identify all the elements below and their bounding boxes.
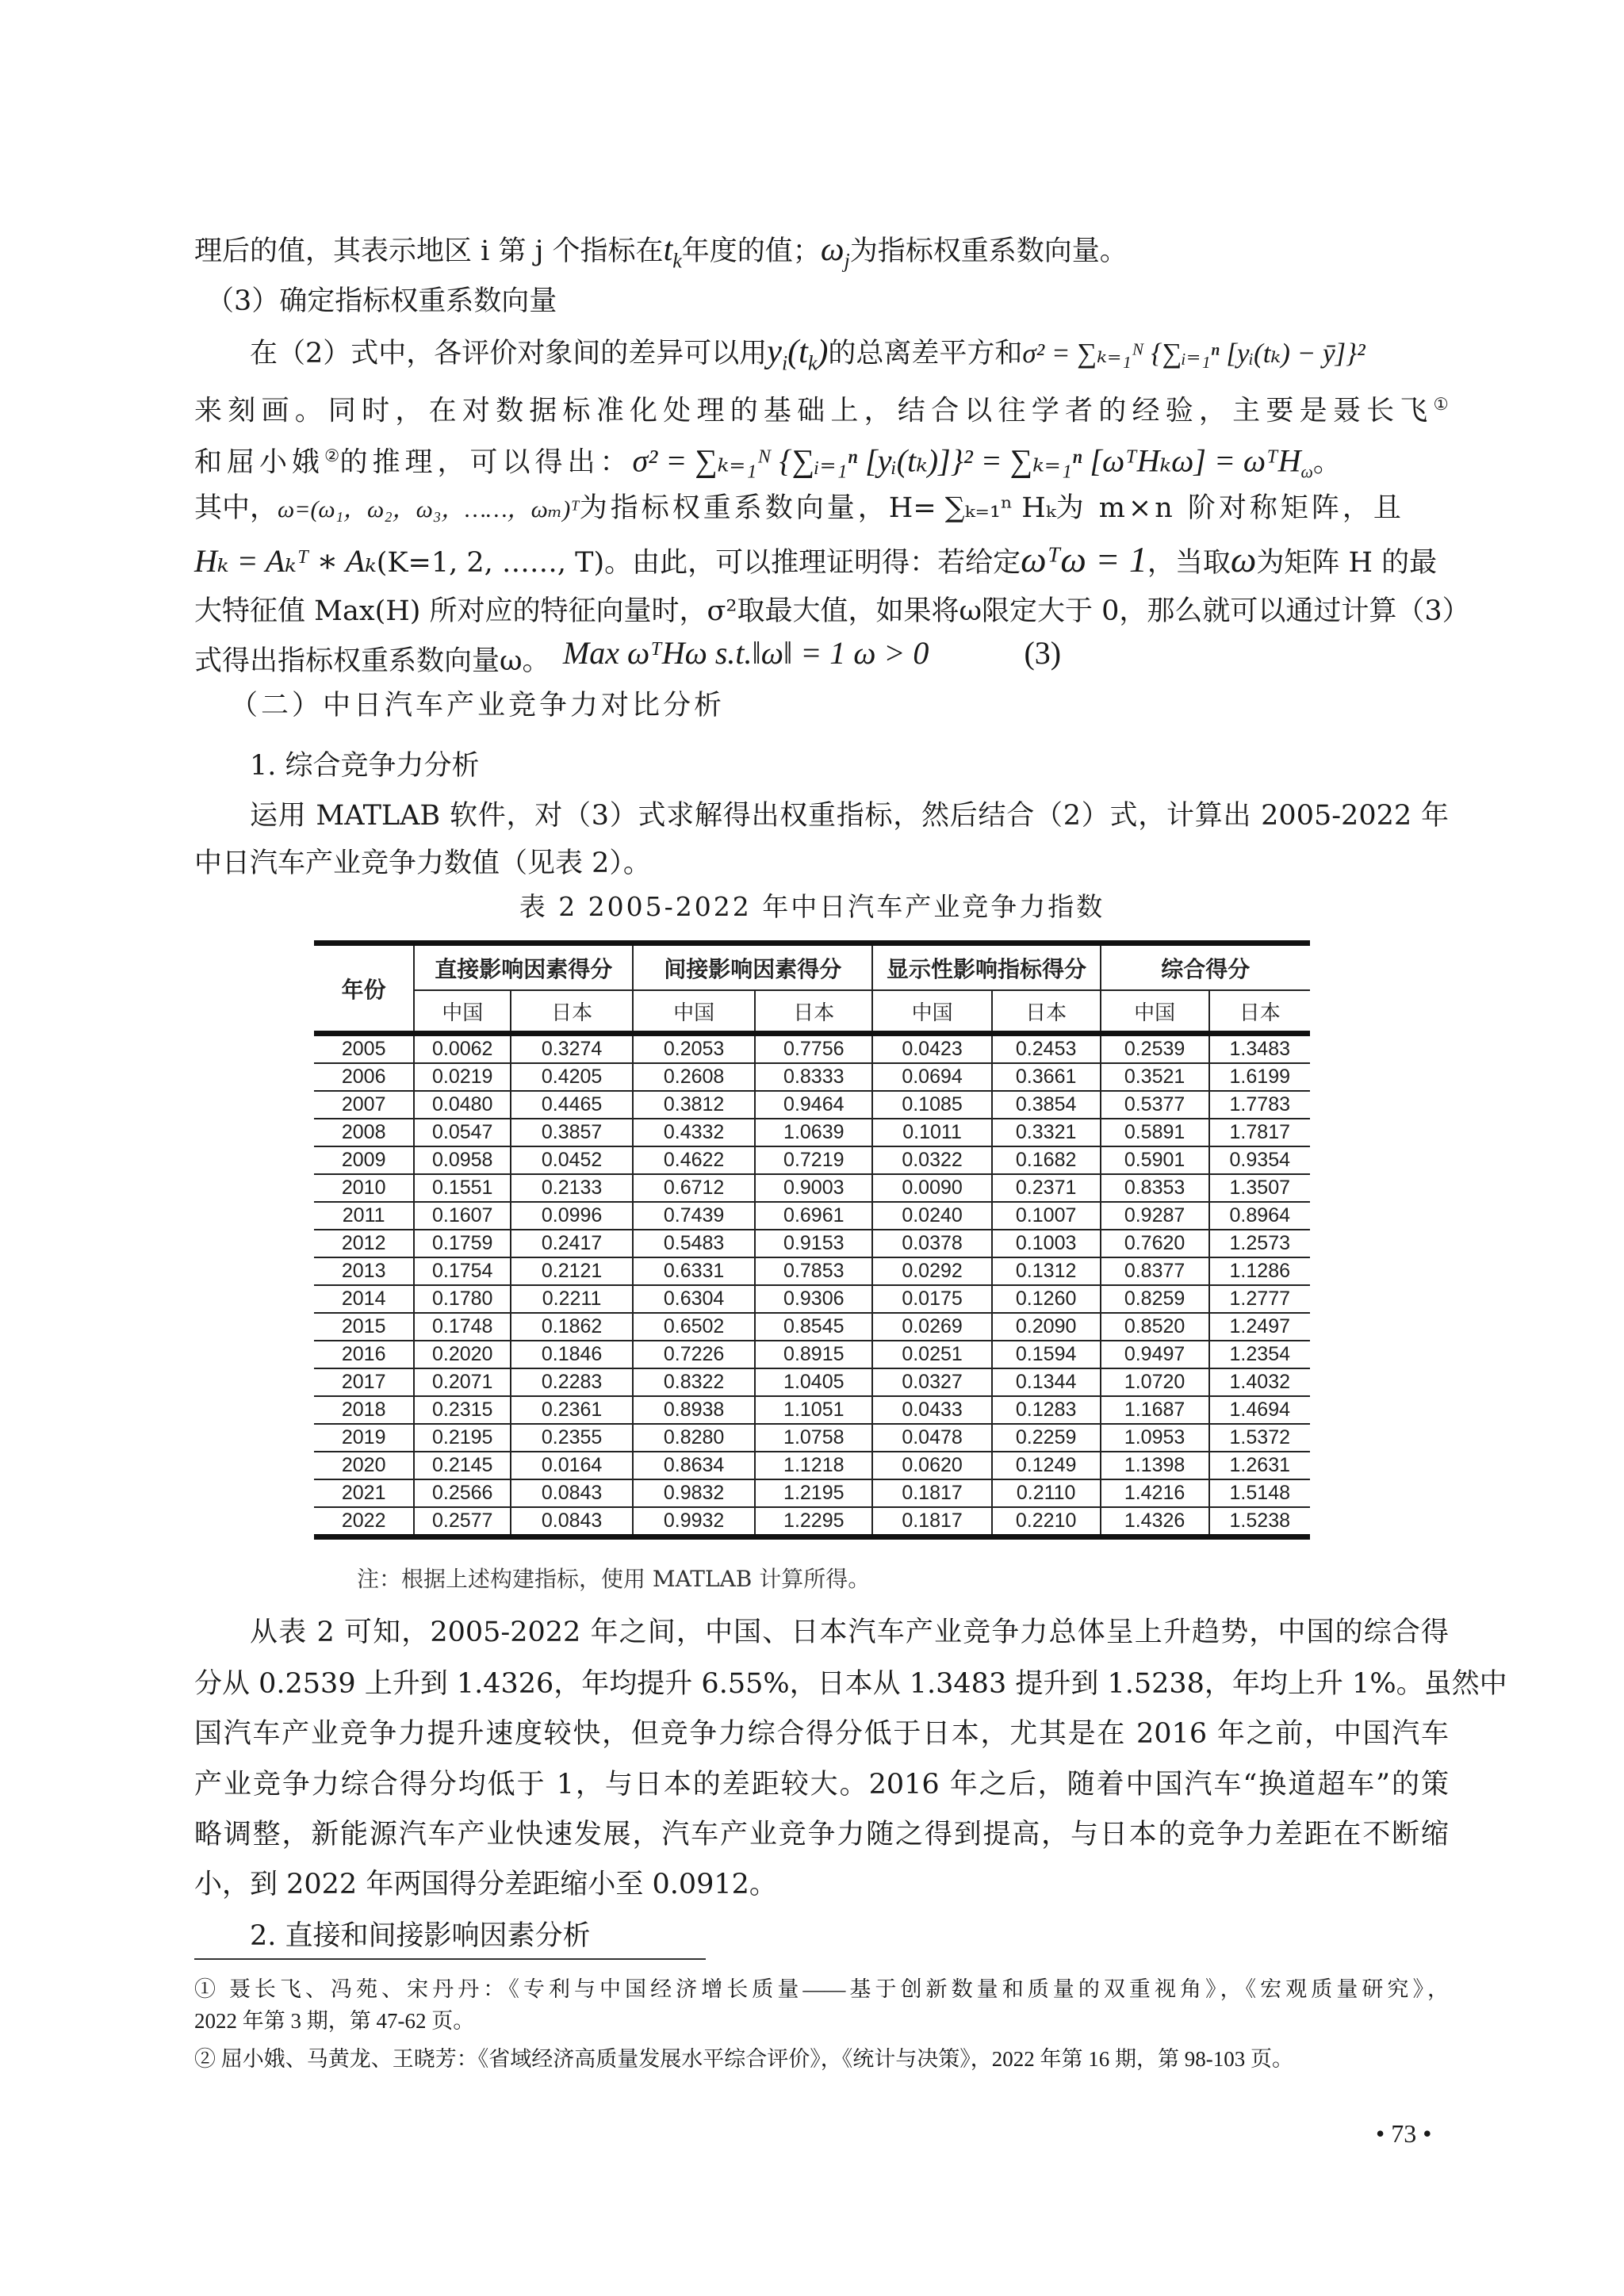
cell-value: 0.1780 <box>414 1285 511 1313</box>
cell-value: 0.0327 <box>872 1368 991 1396</box>
cell-value: 0.7756 <box>755 1034 872 1064</box>
cell-value: 0.8259 <box>1101 1285 1209 1313</box>
cell-value: 1.2573 <box>1209 1230 1310 1257</box>
cell-value: 1.5148 <box>1209 1479 1310 1507</box>
cell-value: 0.0843 <box>511 1479 633 1507</box>
cell-value: 1.1051 <box>755 1396 872 1424</box>
cell-value: 0.1085 <box>872 1091 991 1119</box>
cell-value: 0.8938 <box>633 1396 755 1424</box>
body-line: 大特征值 Max(H) 所对应的特征向量时，σ²取最大值，如果将ω限定大于 0，那么就可以通过计算（3） <box>194 595 1470 627</box>
cell-value: 0.9287 <box>1101 1202 1209 1230</box>
body-line <box>194 489 1449 529</box>
cell-year: 2006 <box>314 1063 414 1091</box>
equation-number: (3) <box>1024 635 1062 671</box>
cell-value: 0.2195 <box>414 1424 511 1452</box>
table-row <box>314 1452 1310 1479</box>
cell-value: 0.1817 <box>872 1507 991 1537</box>
cell-value: 0.9153 <box>755 1230 872 1257</box>
text-run: 和屈小娥 <box>194 446 325 479</box>
table-row <box>314 1257 1310 1285</box>
cell-value: 0.4465 <box>511 1091 633 1119</box>
text-run: 年度的值； <box>681 235 821 267</box>
subheader-japan: 日本 <box>992 990 1101 1034</box>
cell-value: 0.0175 <box>872 1285 991 1313</box>
cell-value: 0.0478 <box>872 1424 991 1452</box>
table-row <box>314 1396 1310 1424</box>
cell-value: 0.2283 <box>511 1368 633 1396</box>
cell-year: 2018 <box>314 1396 414 1424</box>
table-row <box>314 1091 1310 1119</box>
body-line: 小，到 2022 年两国得分差距缩小至 0.0912。 <box>194 1869 777 1900</box>
cell-value: 1.0405 <box>755 1368 872 1396</box>
footnote-ref[interactable]: ① <box>1433 395 1449 415</box>
cell-value: 0.2539 <box>1101 1034 1209 1064</box>
math-omega-vector: ω=(ω₁，ω₂，ω₃，……，ωₘ)ᵀ <box>278 496 580 522</box>
cell-value: 0.4622 <box>633 1146 755 1174</box>
cell-value: 0.0843 <box>511 1507 633 1537</box>
cell-value: 0.0996 <box>511 1202 633 1230</box>
cell-value: 0.7620 <box>1101 1230 1209 1257</box>
cell-value: 0.3854 <box>992 1091 1101 1119</box>
subheader-china: 中国 <box>872 990 991 1034</box>
text-run: 为 m×n 阶对称矩阵，且 <box>1055 492 1404 524</box>
cell-value: 0.9497 <box>1101 1341 1209 1368</box>
cell-value: 1.0639 <box>755 1119 872 1146</box>
cell-value: 0.0378 <box>872 1230 991 1257</box>
cell-value: 0.2020 <box>414 1341 511 1368</box>
cell-value: 0.2355 <box>511 1424 633 1452</box>
text-run: 为指标权重系数向量， <box>579 492 889 524</box>
cell-value: 0.0694 <box>872 1063 991 1091</box>
cell-value: 0.0423 <box>872 1034 991 1064</box>
cell-value: 0.1007 <box>992 1202 1101 1230</box>
cell-value: 0.2121 <box>511 1257 633 1285</box>
table-row <box>314 1424 1310 1452</box>
table-row <box>314 1146 1310 1174</box>
footnote-1-line-2: 2022 年第 3 期，第 47-62 页。 <box>194 2009 475 2033</box>
cell-value: 0.2453 <box>992 1034 1101 1064</box>
cell-value: 0.8353 <box>1101 1174 1209 1202</box>
math-yi-tk: $y_i(t_k)$ <box>767 334 829 375</box>
cell-value: 0.6331 <box>633 1257 755 1285</box>
cell-value: 1.5238 <box>1209 1507 1310 1537</box>
cell-value: 0.2566 <box>414 1479 511 1507</box>
column-group-indirect: 间接影响因素得分 <box>633 943 872 991</box>
text-run: 在（2）式中，各评价对象间的差异可以用 <box>250 338 768 369</box>
cell-year: 2014 <box>314 1285 414 1313</box>
body-line: 产业竞争力综合得分均低于 1，与日本的差距较大。2016 年之后，随着中国汽车“换道超车”的策 <box>194 1769 1449 1800</box>
math-omega-j: $\omega_j$ <box>820 232 850 273</box>
cell-year: 2010 <box>314 1174 414 1202</box>
cell-value: 0.8545 <box>755 1313 872 1341</box>
cell-value: 0.0240 <box>872 1202 991 1230</box>
column-group-direct: 直接影响因素得分 <box>414 943 633 991</box>
cell-value: 0.1312 <box>992 1257 1101 1285</box>
cell-value: 0.1260 <box>992 1285 1101 1313</box>
cell-value: 0.6961 <box>755 1202 872 1230</box>
cell-value: 0.2145 <box>414 1452 511 1479</box>
cell-value: 0.1817 <box>872 1479 991 1507</box>
cell-value: 0.0269 <box>872 1313 991 1341</box>
table-row <box>314 1313 1310 1341</box>
cell-value: 0.1607 <box>414 1202 511 1230</box>
cell-year: 2007 <box>314 1091 414 1119</box>
cell-value: 0.1551 <box>414 1174 511 1202</box>
table-row <box>314 1202 1310 1230</box>
subheader-china: 中国 <box>633 990 755 1034</box>
cell-value: 1.1218 <box>755 1452 872 1479</box>
cell-value: 0.7439 <box>633 1202 755 1230</box>
cell-value: 1.6199 <box>1209 1063 1310 1091</box>
cell-value: 1.3507 <box>1209 1174 1310 1202</box>
cell-value: 1.2497 <box>1209 1313 1310 1341</box>
cell-value: 1.2354 <box>1209 1341 1310 1368</box>
cell-value: 0.9354 <box>1209 1146 1310 1174</box>
subsection-heading: （3）确定指标权重系数向量 <box>206 285 557 317</box>
table-row <box>314 1034 1310 1064</box>
cell-year: 2009 <box>314 1146 414 1174</box>
body-line <box>194 231 1449 280</box>
cell-value: 1.2777 <box>1209 1285 1310 1313</box>
math-h-def: H= ∑ₖ₌₁ⁿ Hₖ <box>888 492 1056 524</box>
body-line: 从表 2 可知，2005-2022 年之间，中国、日本汽车产业竞争力总体呈上升趋势，中国的综合得 <box>250 1617 1449 1648</box>
cell-value: 0.9932 <box>633 1507 755 1537</box>
cell-value: 0.1594 <box>992 1341 1101 1368</box>
cell-value: 0.2608 <box>633 1063 755 1091</box>
cell-value: 1.7817 <box>1209 1119 1310 1146</box>
column-group-total: 综合得分 <box>1101 943 1310 991</box>
cell-value: 0.3857 <box>511 1119 633 1146</box>
cell-value: 1.3483 <box>1209 1034 1310 1064</box>
table-row <box>314 1368 1310 1396</box>
equation-body: Max ωᵀHω s.t.‖ω‖ = 1 ω > 0 <box>562 635 929 671</box>
section-heading: （二）中日汽车产业竞争力对比分析 <box>230 690 726 721</box>
cell-value: 0.0433 <box>872 1396 991 1424</box>
cell-value: 1.2295 <box>755 1507 872 1537</box>
cell-value: 0.2211 <box>511 1285 633 1313</box>
cell-value: 0.7226 <box>633 1341 755 1368</box>
body-line <box>194 386 1449 430</box>
cell-value: 0.3321 <box>992 1119 1101 1146</box>
cell-value: 0.3274 <box>511 1034 633 1064</box>
cell-value: 0.1344 <box>992 1368 1101 1396</box>
cell-value: 0.0292 <box>872 1257 991 1285</box>
cell-value: 0.2259 <box>992 1424 1101 1452</box>
cell-value: 0.0164 <box>511 1452 633 1479</box>
cell-value: 1.4216 <box>1101 1479 1209 1507</box>
cell-value: 0.9832 <box>633 1479 755 1507</box>
text-run: 的推理，可以得出： <box>339 446 633 479</box>
cell-value: 0.0620 <box>872 1452 991 1479</box>
cell-value: 0.8915 <box>755 1341 872 1368</box>
cell-value: 1.4032 <box>1209 1368 1310 1396</box>
text-run: 理后的值，其表示地区 i 第 j 个指标在 <box>194 235 664 267</box>
cell-value: 0.0062 <box>414 1034 511 1064</box>
cell-value: 0.9306 <box>755 1285 872 1313</box>
cell-value: 0.0480 <box>414 1091 511 1119</box>
cell-value: 0.5377 <box>1101 1091 1209 1119</box>
cell-year: 2016 <box>314 1341 414 1368</box>
cell-value: 0.9464 <box>755 1091 872 1119</box>
cell-value: 0.0322 <box>872 1146 991 1174</box>
table-note: 注：根据上述构建指标，使用 MATLAB 计算所得。 <box>357 1566 871 1592</box>
cell-value: 0.6304 <box>633 1285 755 1313</box>
text-run: 的总离差平方和 <box>828 338 1023 369</box>
cell-value: 0.8333 <box>755 1063 872 1091</box>
cell-year: 2013 <box>314 1257 414 1285</box>
cell-value: 0.0219 <box>414 1063 511 1091</box>
cell-value: 0.8964 <box>1209 1202 1310 1230</box>
body-line <box>250 333 1449 382</box>
subsection-heading: 1. 综合竞争力分析 <box>250 750 480 782</box>
cell-value: 1.4694 <box>1209 1396 1310 1424</box>
cell-value: 0.2210 <box>992 1507 1101 1537</box>
footnote-ref[interactable]: ② <box>324 446 340 466</box>
competitiveness-table <box>314 940 1310 1540</box>
cell-value: 1.0720 <box>1101 1368 1209 1396</box>
column-header-year: 年份 <box>314 943 414 1034</box>
cell-value: 0.4205 <box>511 1063 633 1091</box>
body-line <box>194 438 1449 492</box>
cell-value: 0.1682 <box>992 1146 1101 1174</box>
table-subheader-row <box>314 990 1310 1034</box>
table-row <box>314 1230 1310 1257</box>
cell-value: 0.5483 <box>633 1230 755 1257</box>
cell-value: 0.1862 <box>511 1313 633 1341</box>
footnote-1-line-1: ① 聂长飞、冯苑、宋丹丹：《专利与中国经济增长质量——基于创新数量和质量的双重视角》，《宏观质量研究》， <box>194 1977 1449 2001</box>
cell-value: 0.0958 <box>414 1146 511 1174</box>
math-sigma-total: σ² = ∑ₖ₌₁ᴺ {∑ᵢ₌₁ⁿ [yᵢ(tₖ) − ȳ]}² <box>1022 338 1365 369</box>
cell-value: 0.8322 <box>633 1368 755 1396</box>
cell-value: 0.0452 <box>511 1146 633 1174</box>
cell-value: 0.2071 <box>414 1368 511 1396</box>
text-run: (K=1, 2, ……, T)。由此，可以推理证明得：若给定 <box>376 547 1021 579</box>
body-line: 国汽车产业竞争力提升速度较快，但竞争力综合得分低于日本，尤其是在 2016 年之前，中国汽车 <box>194 1718 1449 1750</box>
cell-value: 0.1846 <box>511 1341 633 1368</box>
cell-value: 0.9003 <box>755 1174 872 1202</box>
text-run: ，当取 <box>1147 547 1231 579</box>
cell-value: 0.1011 <box>872 1119 991 1146</box>
cell-value: 1.0758 <box>755 1424 872 1452</box>
cell-value: 0.8280 <box>633 1424 755 1452</box>
cell-value: 0.2315 <box>414 1396 511 1424</box>
cell-year: 2012 <box>314 1230 414 1257</box>
cell-value: 0.7853 <box>755 1257 872 1285</box>
cell-value: 0.6502 <box>633 1313 755 1341</box>
table-row <box>314 1174 1310 1202</box>
cell-year: 2008 <box>314 1119 414 1146</box>
math-tk: $t_k$ <box>663 232 682 273</box>
subheader-japan: 日本 <box>511 990 633 1034</box>
cell-year: 2005 <box>314 1034 414 1064</box>
cell-value: 0.1003 <box>992 1230 1101 1257</box>
cell-value: 0.2053 <box>633 1034 755 1064</box>
text-run: 来刻画。同时，在对数据标准化处理的基础上，结合以往学者的经验，主要是聂长飞 <box>194 395 1434 427</box>
cell-year: 2021 <box>314 1479 414 1507</box>
math-hk-def: Hₖ = Aₖᵀ ∗ Aₖ <box>194 543 377 579</box>
body-line: 中日汽车产业竞争力数值（见表 2）。 <box>194 848 651 879</box>
cell-value: 0.2361 <box>511 1396 633 1424</box>
table-header-row <box>314 943 1310 991</box>
table-body <box>314 1034 1310 1537</box>
body-line: 略调整，新能源汽车产业快速发展，汽车产业竞争力随之得到提高，与日本的竞争力差距在不断缩 <box>194 1819 1449 1850</box>
table-row <box>314 1119 1310 1146</box>
cell-value: 0.3812 <box>633 1091 755 1119</box>
math-sigma-derive: σ² = ∑ₖ₌₁ᴺ {∑ᵢ₌₁ⁿ [yᵢ(tₖ)]}² = ∑ₖ₌₁ⁿ [ωᵀHₖω] = ωᵀH <box>632 442 1301 479</box>
cell-value: 0.6712 <box>633 1174 755 1202</box>
cell-value: 0.1759 <box>414 1230 511 1257</box>
cell-value: 1.1286 <box>1209 1257 1310 1285</box>
subheader-china: 中国 <box>414 990 511 1034</box>
cell-value: 0.2417 <box>511 1230 633 1257</box>
cell-year: 2020 <box>314 1452 414 1479</box>
cell-value: 1.5372 <box>1209 1424 1310 1452</box>
cell-value: 0.0090 <box>872 1174 991 1202</box>
cell-value: 0.3661 <box>992 1063 1101 1091</box>
text-run: 其中， <box>194 492 278 524</box>
cell-value: 0.3521 <box>1101 1063 1209 1091</box>
cell-value: 0.1754 <box>414 1257 511 1285</box>
cell-value: 0.8634 <box>633 1452 755 1479</box>
cell-value: 0.8520 <box>1101 1313 1209 1341</box>
page-number: • 73 • <box>1376 2119 1432 2148</box>
cell-value: 0.2090 <box>992 1313 1101 1341</box>
cell-year: 2011 <box>314 1202 414 1230</box>
cell-value: 0.2371 <box>992 1174 1101 1202</box>
cell-value: 1.1398 <box>1101 1452 1209 1479</box>
cell-value: 1.4326 <box>1101 1507 1209 1537</box>
body-line <box>194 541 1449 582</box>
cell-value: 0.1249 <box>992 1452 1101 1479</box>
cell-value: 1.2631 <box>1209 1452 1310 1479</box>
cell-value: 0.5901 <box>1101 1146 1209 1174</box>
text-run: 为矩阵 H 的最 <box>1256 547 1438 579</box>
subheader-japan: 日本 <box>755 990 872 1034</box>
cell-value: 0.1748 <box>414 1313 511 1341</box>
body-line: 分从 0.2539 上升到 1.4326，年均提升 6.55%，日本从 1.3483 提升到 1.5238，年均上升 1%。虽然中 <box>194 1668 1507 1700</box>
footnote-2: ② 屈小娥、马黄龙、王晓芳：《省域经济高质量发展水平综合评价》，《统计与决策》，2022 年第 16 期，第 98-103 页。 <box>194 2047 1293 2071</box>
math-sub: ω <box>1300 462 1313 482</box>
cell-value: 0.1283 <box>992 1396 1101 1424</box>
footnote-separator <box>194 1958 706 1960</box>
cell-value: 0.4332 <box>633 1119 755 1146</box>
subsection-heading: 2. 直接和间接影响因素分析 <box>250 1920 591 1952</box>
cell-value: 0.2110 <box>992 1479 1101 1507</box>
cell-value: 0.2577 <box>414 1507 511 1537</box>
math-omega: ω <box>1230 539 1257 580</box>
table-row <box>314 1341 1310 1368</box>
cell-value: 1.0953 <box>1101 1424 1209 1452</box>
cell-year: 2015 <box>314 1313 414 1341</box>
cell-value: 0.7219 <box>755 1146 872 1174</box>
cell-value: 1.2195 <box>755 1479 872 1507</box>
cell-value: 0.0251 <box>872 1341 991 1368</box>
body-line: 式得出指标权重系数向量ω。 <box>194 645 550 677</box>
cell-value: 0.5891 <box>1101 1119 1209 1146</box>
cell-value: 0.2133 <box>511 1174 633 1202</box>
table-row <box>314 1507 1310 1537</box>
cell-value: 0.0547 <box>414 1119 511 1146</box>
column-group-display: 显示性影响指标得分 <box>872 943 1100 991</box>
table-row <box>314 1285 1310 1313</box>
body-line: 运用 MATLAB 软件，对（3）式求解得出权重指标，然后结合（2）式，计算出 2005-2022 年 <box>250 800 1449 832</box>
cell-value: 0.8377 <box>1101 1257 1209 1285</box>
cell-value: 1.7783 <box>1209 1091 1310 1119</box>
cell-year: 2017 <box>314 1368 414 1396</box>
cell-year: 2022 <box>314 1507 414 1537</box>
text-run: 。 <box>1312 446 1341 479</box>
subheader-china: 中国 <box>1101 990 1209 1034</box>
equation-3-row <box>0 634 1624 672</box>
table-caption: 表 2 2005-2022 年中日汽车产业竞争力指数 <box>519 891 1105 922</box>
cell-value: 1.1687 <box>1101 1396 1209 1424</box>
text-run: 为指标权重系数向量。 <box>849 235 1128 267</box>
table-row <box>314 1479 1310 1507</box>
cell-year: 2019 <box>314 1424 414 1452</box>
subheader-japan: 日本 <box>1209 990 1310 1034</box>
math-omega-constraint: ωᵀω = 1 <box>1021 539 1147 580</box>
table-row <box>314 1063 1310 1091</box>
